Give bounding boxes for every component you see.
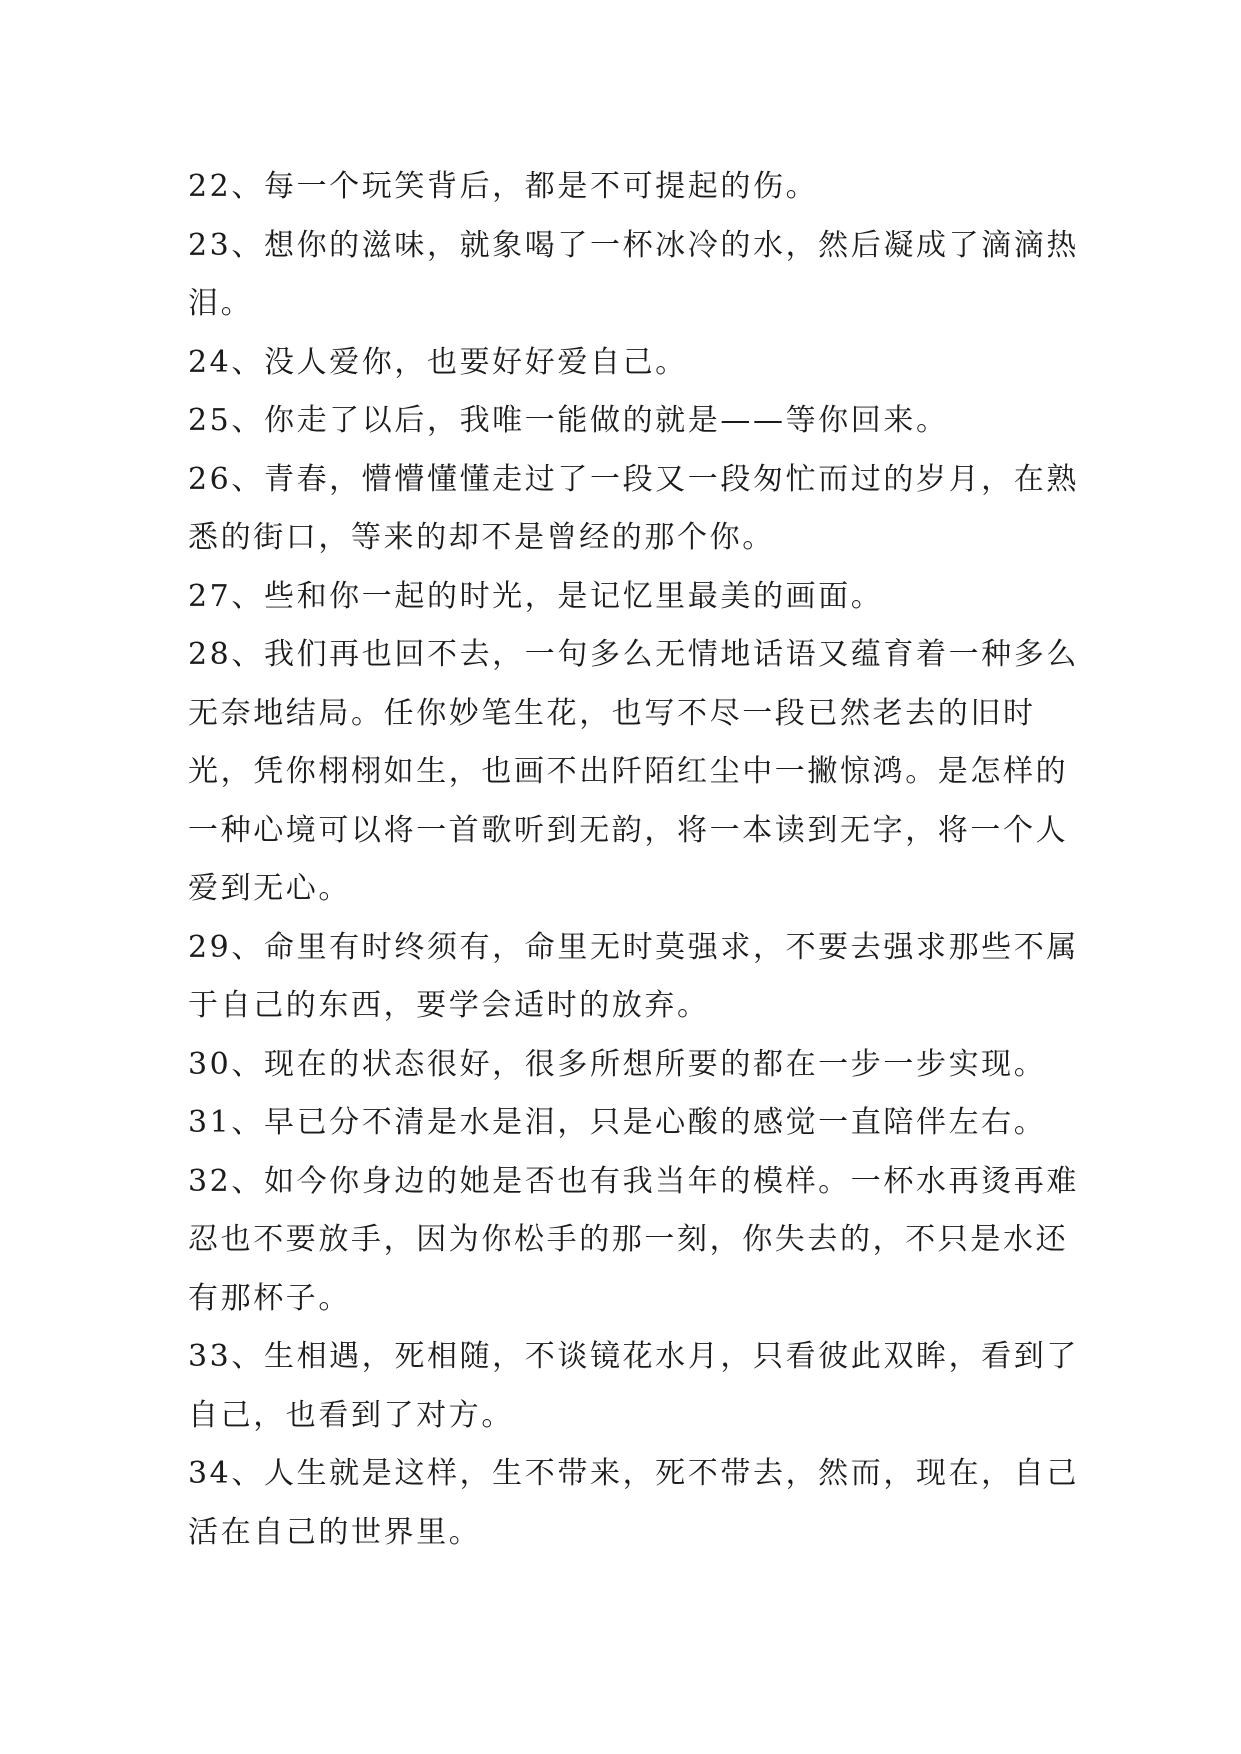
list-item: 27、些和你一起的时光，是记忆里最美的画面。	[188, 578, 884, 614]
list-item: 32、如今你身边的她是否也有我当年的模样。一杯水再烫再难忍也不要放手，因为你松手的那一刻，你失去的，不只是水还有那杯子。	[188, 1163, 1079, 1316]
document-body	[188, 158, 1080, 1562]
list-item: 23、想你的滋味，就象喝了一杯冰冷的水，然后凝成了滴滴热泪。	[188, 227, 1079, 321]
list-item: 25、你走了以后，我唯一能做的就是——等你回来。	[188, 403, 949, 438]
list-item: 30、现在的状态很好，很多所想所要的都在一步一步实现。	[188, 1046, 1047, 1082]
list-item: 28、我们再也回不去，一句多么无情地话语又蕴育着一种多么无奈地结局。任你妙笔生花，也写不尽一段已然老去的旧时光，凭你栩栩如生，也画不出阡陌红尘中一撇惊鸿。是怎样的一种心境可以将一首歌听到无韵，将一本读到无字，将一个人爱到无心。	[188, 637, 1079, 906]
list-item: 26、青春，懵懵懂懂走过了一段又一段匆忙而过的岁月，在熟悉的街口，等来的却不是曾经的那个你。	[188, 461, 1079, 555]
list-item: 24、没人爱你，也要好好爱自己。	[188, 344, 688, 380]
list-item: 34、人生就是这样，生不带来，死不带去，然而，现在，自己活在自己的世界里。	[188, 1456, 1079, 1550]
list-item: 31、早已分不清是水是泪，只是心酸的感觉一直陪伴左右。	[188, 1105, 1047, 1140]
list-item: 29、命里有时终须有，命里无时莫强求，不要去强求那些不属于自己的东西，要学会适时的放弃。	[188, 929, 1079, 1023]
list-item: 33、生相遇，死相随，不谈镜花水月，只看彼此双眸，看到了自己，也看到了对方。	[188, 1339, 1079, 1433]
list-item: 22、每一个玩笑背后，都是不可提起的伤。	[188, 169, 819, 204]
